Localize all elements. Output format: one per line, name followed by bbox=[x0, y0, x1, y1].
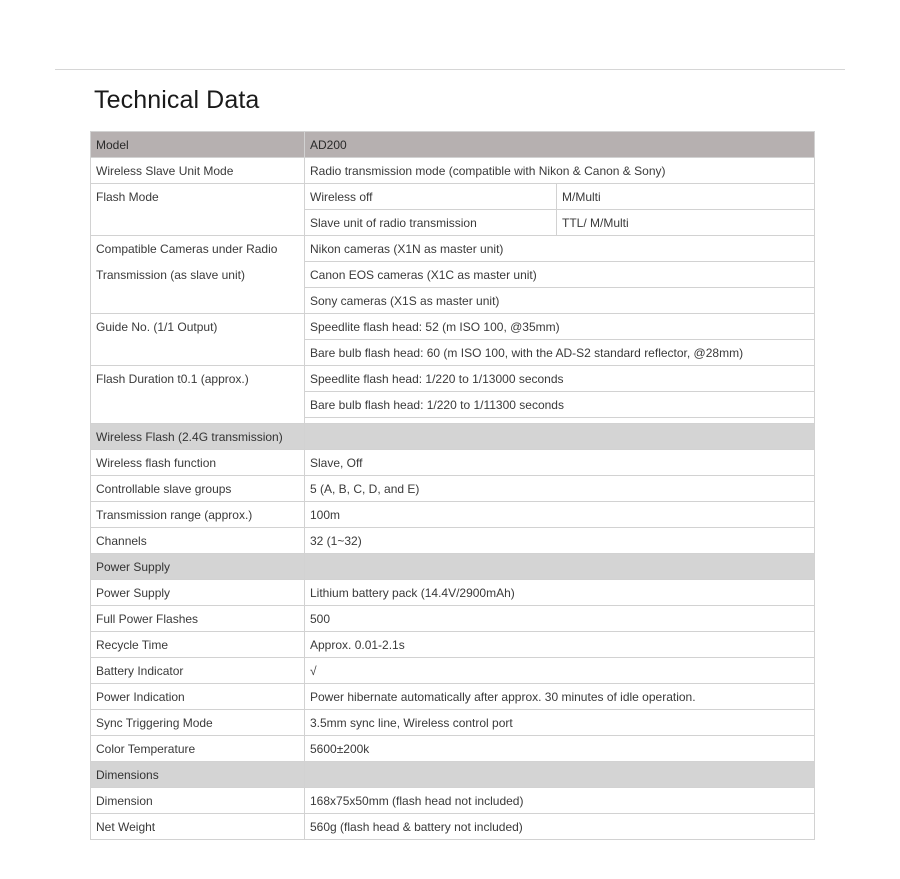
header-value: AD200 bbox=[305, 132, 815, 158]
row-value: 100m bbox=[305, 502, 815, 528]
row-value: Slave, Off bbox=[305, 450, 815, 476]
row-label: Guide No. (1/1 Output) bbox=[91, 314, 305, 366]
section-header-power bbox=[91, 554, 815, 580]
table-row bbox=[91, 158, 815, 184]
table-row bbox=[91, 184, 815, 210]
row-value: Sony cameras (X1S as master unit) bbox=[305, 288, 815, 314]
compatible-label-line2: Transmission (as slave unit) bbox=[96, 268, 245, 282]
row-value: 500 bbox=[305, 606, 815, 632]
flash-mode-name: Slave unit of radio transmission bbox=[305, 210, 557, 236]
table-row bbox=[91, 658, 815, 684]
header-label: Model bbox=[91, 132, 305, 158]
row-value: Bare bulb flash head: 1/220 to 1/11300 seconds bbox=[305, 392, 815, 418]
row-label: Full Power Flashes bbox=[91, 606, 305, 632]
section-title: Dimensions bbox=[91, 762, 305, 788]
section-blank bbox=[305, 424, 815, 450]
row-label: Color Temperature bbox=[91, 736, 305, 762]
table-row bbox=[91, 366, 815, 392]
row-value: Lithium battery pack (14.4V/2900mAh) bbox=[305, 580, 815, 606]
table-header-row bbox=[91, 132, 815, 158]
row-label: Channels bbox=[91, 528, 305, 554]
table-row bbox=[91, 814, 815, 840]
row-label: Controllable slave groups bbox=[91, 476, 305, 502]
row-value: 5600±200k bbox=[305, 736, 815, 762]
row-label: Sync Triggering Mode bbox=[91, 710, 305, 736]
row-label: Wireless flash function bbox=[91, 450, 305, 476]
row-label: Transmission range (approx.) bbox=[91, 502, 305, 528]
row-value: 168x75x50mm (flash head not included) bbox=[305, 788, 815, 814]
row-label: Power Supply bbox=[91, 580, 305, 606]
row-value: Speedlite flash head: 52 (m ISO 100, @35mm) bbox=[305, 314, 815, 340]
battery-indicator-check: √ bbox=[305, 658, 815, 684]
section-title: Power Supply bbox=[91, 554, 305, 580]
table-row bbox=[91, 476, 815, 502]
section-header-dimensions bbox=[91, 762, 815, 788]
row-label: Flash Mode bbox=[91, 184, 305, 236]
table-row bbox=[91, 580, 815, 606]
table-row bbox=[91, 606, 815, 632]
section-header-wireless bbox=[91, 424, 815, 450]
row-value: 32 (1~32) bbox=[305, 528, 815, 554]
table-row bbox=[91, 236, 815, 262]
row-label: Dimension bbox=[91, 788, 305, 814]
row-value: Nikon cameras (X1N as master unit) bbox=[305, 236, 815, 262]
row-label: Power Indication bbox=[91, 684, 305, 710]
table-row bbox=[91, 450, 815, 476]
page-title: Technical Data bbox=[94, 86, 260, 114]
row-label: Battery Indicator bbox=[91, 658, 305, 684]
row-value: Speedlite flash head: 1/220 to 1/13000 seconds bbox=[305, 366, 815, 392]
table-row bbox=[91, 684, 815, 710]
section-blank bbox=[305, 554, 815, 580]
row-value: 5 (A, B, C, D, and E) bbox=[305, 476, 815, 502]
flash-mode-name: Wireless off bbox=[305, 184, 557, 210]
row-value: 3.5mm sync line, Wireless control port bbox=[305, 710, 815, 736]
flash-mode-value: TTL/ M/Multi bbox=[557, 210, 815, 236]
section-blank bbox=[305, 762, 815, 788]
table-row bbox=[91, 736, 815, 762]
row-label: Recycle Time bbox=[91, 632, 305, 658]
row-value: Power hibernate automatically after approx. 30 minutes of idle operation. bbox=[305, 684, 815, 710]
top-divider bbox=[55, 69, 845, 70]
table-row bbox=[91, 314, 815, 340]
table-row bbox=[91, 528, 815, 554]
row-value: Approx. 0.01-2.1s bbox=[305, 632, 815, 658]
row-value: Radio transmission mode (compatible with Nikon & Canon & Sony) bbox=[305, 158, 815, 184]
row-label: Wireless Slave Unit Mode bbox=[91, 158, 305, 184]
row-value: 560g (flash head & battery not included) bbox=[305, 814, 815, 840]
row-label: Flash Duration t0.1 (approx.) bbox=[91, 366, 305, 424]
section-title: Wireless Flash (2.4G transmission) bbox=[91, 424, 305, 450]
spec-table bbox=[90, 131, 815, 840]
table-row bbox=[91, 710, 815, 736]
row-label: Net Weight bbox=[91, 814, 305, 840]
compatible-label-line1: Compatible Cameras under Radio bbox=[96, 242, 278, 256]
row-label-compatible bbox=[91, 236, 305, 314]
row-value: Canon EOS cameras (X1C as master unit) bbox=[305, 262, 815, 288]
row-value: Bare bulb flash head: 60 (m ISO 100, with the AD-S2 standard reflector, @28mm) bbox=[305, 340, 815, 366]
table-row bbox=[91, 788, 815, 814]
table-row bbox=[91, 632, 815, 658]
flash-mode-value: M/Multi bbox=[557, 184, 815, 210]
table-row bbox=[91, 502, 815, 528]
